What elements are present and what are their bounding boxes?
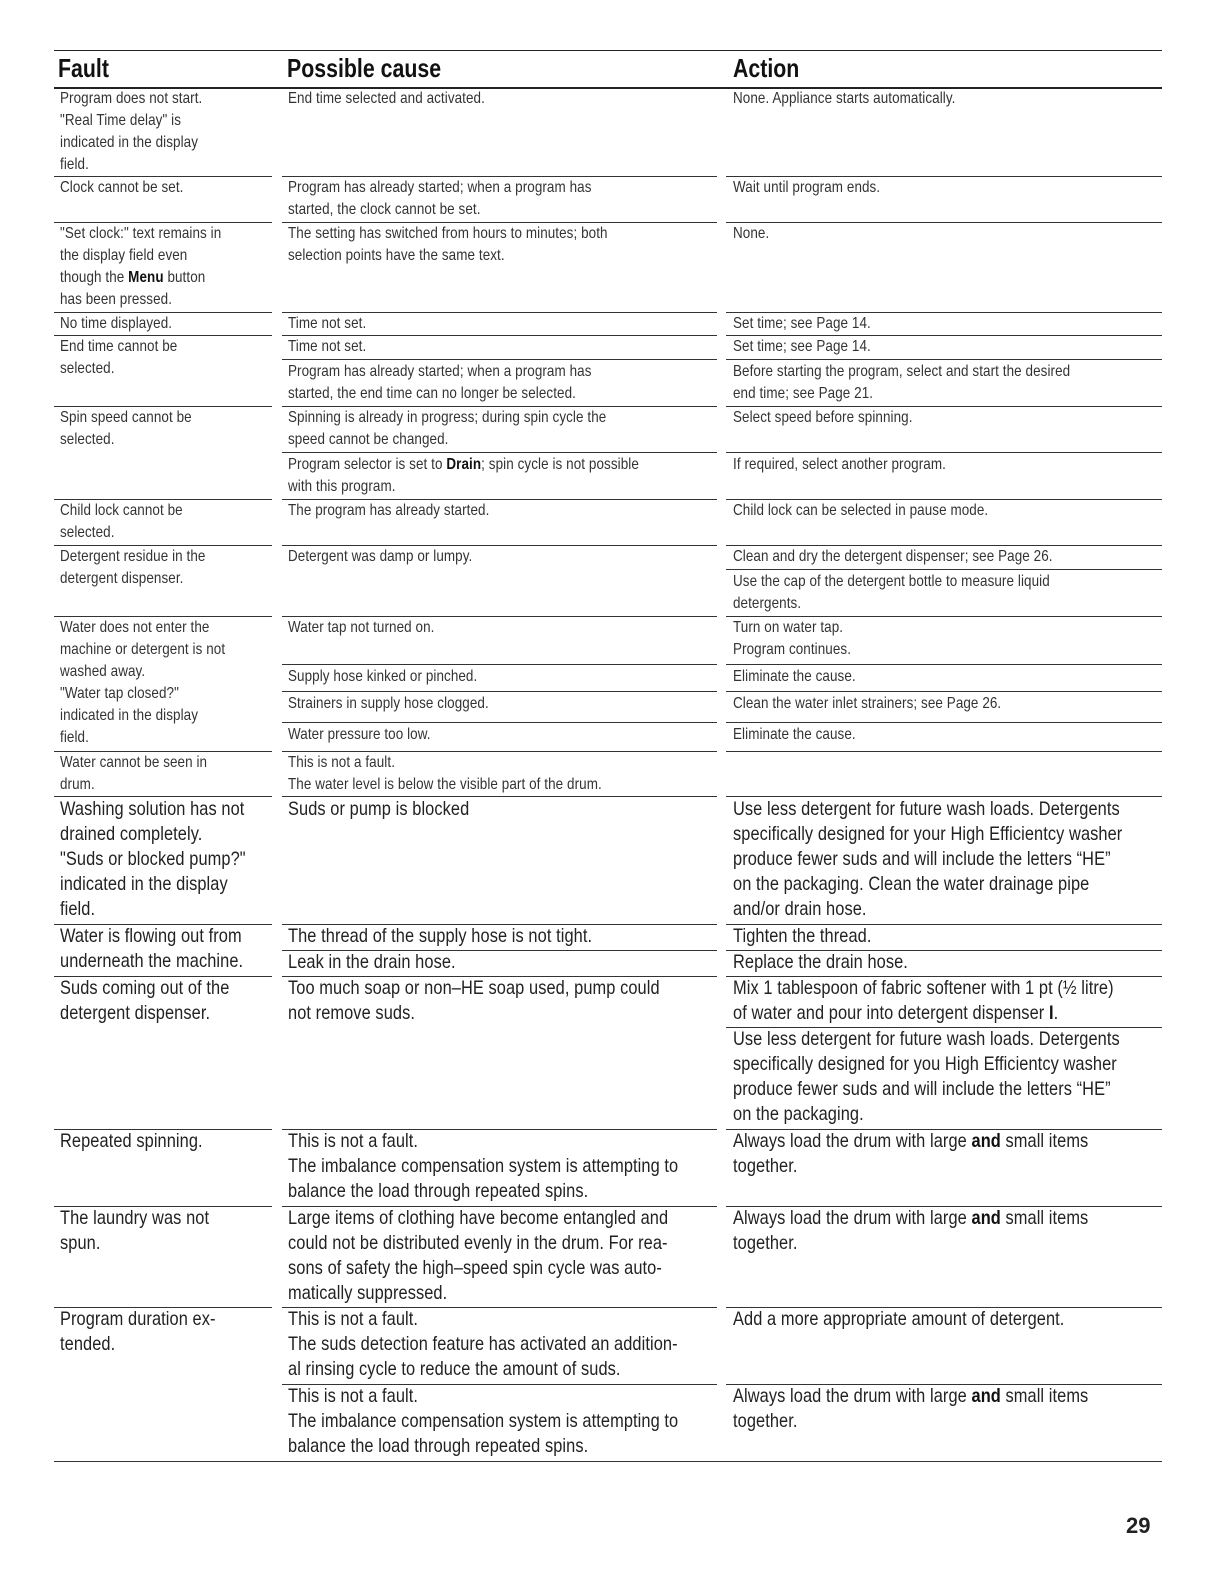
cause-text: The imbalance compensation system is attempting to [288,1410,679,1432]
sub-row-divider [726,664,1162,665]
action-text: Add a more appropriate amount of detergent. [733,1308,1065,1330]
cause-text: Program selector is set to Drain; spin cycle is not possible [288,456,639,473]
sub-row-divider [726,722,1162,723]
fault-text: No time displayed. [60,315,173,332]
action-text: Use less detergent for future wash loads. Detergents [733,798,1120,820]
action-text: and/or drain hose. [733,898,867,920]
fault-text: Spin speed cannot be [60,409,192,426]
fault-text: selected. [60,524,115,541]
dispenser-compartment-label: I [1048,1002,1054,1024]
fault-text: Program does not start. [60,90,203,107]
cause-text: not remove suds. [288,1002,415,1024]
fault-text: Suds coming out of the [60,977,230,999]
cause-text: Spinning is already in progress; during spin cycle the [288,409,607,426]
fault-text: Child lock cannot be [60,502,183,519]
sub-row-divider [282,691,717,692]
cause-text: balance the load through repeated spins. [288,1180,589,1202]
action-text: produce fewer suds and will include the letters “HE” [733,1078,1111,1100]
action-text: detergents. [733,595,802,612]
sub-row-divider [282,359,717,360]
fault-text: underneath the machine. [60,950,244,972]
cause-text: could not be distributed evenly in the drum. For rea- [288,1232,668,1254]
action-text: Program continues. [733,641,852,658]
fault-text: field. [60,729,89,746]
cause-text: This is not a fault. [288,754,396,771]
action-text: Use less detergent for future wash loads. Detergents [733,1028,1120,1050]
row-divider [726,222,1162,223]
cause-text: Detergent was damp or lumpy. [288,548,473,565]
fault-text: Water is flowing out from [60,925,242,947]
sub-row-divider [282,452,717,453]
fault-text: The laundry was not [60,1207,210,1229]
sub-row-divider [726,452,1162,453]
action-text: None. [733,225,770,242]
sub-row-divider [726,359,1162,360]
action-text: Eliminate the cause. [733,668,856,685]
action-text: Always load the drum with large and small items [733,1130,1089,1152]
cause-text: The imbalance compensation system is attempting to [288,1155,679,1177]
action-text: end time; see Page 21. [733,385,874,402]
fault-text: End time cannot be [60,338,178,355]
cause-text: Water pressure too low. [288,726,431,743]
fault-text: field. [60,898,96,920]
cause-text: Leak in the drain hose. [288,951,456,973]
fault-text: "Set clock:" text remains in [60,225,222,242]
action-text: of water and pour into detergent dispenser I. [733,1002,1059,1024]
cause-text: End time selected and activated. [288,90,485,107]
fault-text: drum. [60,776,95,793]
action-text: Use the cap of the detergent bottle to measure liquid [733,573,1050,590]
action-text: on the packaging. [733,1103,864,1125]
cause-text: Time not set. [288,315,367,332]
cause-text: The setting has switched from hours to minutes; both [288,225,608,242]
cause-text: This is not a fault. [288,1308,419,1330]
fault-text: though the Menu button [60,269,206,286]
fault-text: machine or detergent is not [60,641,226,658]
fault-text: washed away. [60,663,146,680]
fault-text: spun. [60,1232,101,1254]
cause-text: al rinsing cycle to reduce the amount of suds. [288,1358,621,1380]
action-text: specifically designed for your High Efficientcy washer [733,823,1123,845]
fault-text: "Water tap closed?" [60,685,179,702]
action-text: Turn on water tap. [733,619,844,636]
drain-program-label: Drain [446,456,482,473]
fault-text: Washing solution has not [60,798,245,820]
cause-text: Program has already started; when a program has [288,179,592,196]
fault-text: "Real Time delay" is [60,112,182,129]
cause-text: with this program. [288,478,396,495]
action-text: If required, select another program. [733,456,946,473]
fault-text: field. [60,156,89,173]
action-text: Clean the water inlet strainers; see Page 26. [733,695,1002,712]
sub-row-divider [282,722,717,723]
header-action: Action [733,53,800,83]
table-header [54,50,1162,89]
action-text: None. Appliance starts automatically. [733,90,956,107]
cause-text: This is not a fault. [288,1130,419,1152]
header-fault: Fault [58,53,109,83]
fault-text: has been pressed. [60,291,173,308]
cause-text: matically suppressed. [288,1282,448,1304]
menu-button-label: Menu [128,269,164,286]
action-text: Child lock can be selected in pause mode. [733,502,989,519]
cause-text: The program has already started. [288,502,490,519]
action-text: produce fewer suds and will include the letters “HE” [733,848,1111,870]
cause-text: Strainers in supply hose clogged. [288,695,489,712]
action-text: Wait until program ends. [733,179,881,196]
cause-text: sons of safety the high–speed spin cycle was auto- [288,1257,662,1279]
table-bottom-rule [54,1461,1162,1462]
action-text: Select speed before spinning. [733,409,913,426]
cause-text: Supply hose kinked or pinched. [288,668,478,685]
action-text: Clean and dry the detergent dispenser; see Page 26. [733,548,1053,565]
fault-text: Water cannot be seen in [60,754,208,771]
action-text: Always load the drum with large and small items [733,1385,1089,1407]
fault-text: tended. [60,1333,116,1355]
fault-text: detergent dispenser. [60,1002,211,1024]
cause-text: Water tap not turned on. [288,619,435,636]
fault-text: Program duration ex- [60,1308,216,1330]
action-text: Eliminate the cause. [733,726,856,743]
fault-text: Clock cannot be set. [60,179,184,196]
sub-row-divider [282,664,717,665]
row-divider [726,751,1162,752]
action-text: together. [733,1232,798,1254]
cause-text: selection points have the same text. [288,247,505,264]
page-number: 29 [1126,1513,1151,1538]
cause-text: Large items of clothing have become entangled and [288,1207,669,1229]
action-text: Set time; see Page 14. [733,338,871,355]
cause-text: started, the clock cannot be set. [288,201,481,218]
fault-text: "Suds or blocked pump?" [60,848,246,870]
fault-text: indicated in the display [60,707,199,724]
cause-text: started, the end time can no longer be selected. [288,385,576,402]
action-text: Mix 1 tablespoon of fabric softener with 1 pt (½ litre) [733,977,1114,999]
action-text: on the packaging. Clean the water drainage pipe [733,873,1090,895]
action-text: Always load the drum with large and small items [733,1207,1089,1229]
fault-text: detergent dispenser. [60,570,184,587]
fault-text: indicated in the display [60,134,199,151]
cause-text: Suds or pump is blocked [288,798,470,820]
sub-row-divider [726,691,1162,692]
header-possible-cause: Possible cause [287,53,442,83]
cause-text: The suds detection feature has activated an addition- [288,1333,678,1355]
action-text: Tighten the thread. [733,925,872,947]
fault-text: selected. [60,360,115,377]
action-text: Set time; see Page 14. [733,315,871,332]
fault-text: selected. [60,431,115,448]
action-text: together. [733,1155,798,1177]
cause-text: balance the load through repeated spins. [288,1435,589,1457]
cause-text: speed cannot be changed. [288,431,449,448]
action-text: Before starting the program, select and start the desired [733,363,1071,380]
cause-text: This is not a fault. [288,1385,419,1407]
action-text: together. [733,1410,798,1432]
cause-text: Time not set. [288,338,367,355]
fault-text: Detergent residue in the [60,548,206,565]
cause-text: Too much soap or non–HE soap used, pump could [288,977,660,999]
fault-text: indicated in the display [60,873,228,895]
action-text: specifically designed for you High Efficientcy washer [733,1053,1117,1075]
fault-text: the display field even [60,247,188,264]
sub-row-divider [726,569,1162,570]
fault-text: drained completely. [60,823,203,845]
cause-text: The thread of the supply hose is not tight. [288,925,593,947]
cause-text: The water level is below the visible part of the drum. [288,776,602,793]
cause-text: Program has already started; when a program has [288,363,592,380]
action-text: Replace the drain hose. [733,951,908,973]
fault-text: Repeated spinning. [60,1130,203,1152]
fault-text: Water does not enter the [60,619,210,636]
